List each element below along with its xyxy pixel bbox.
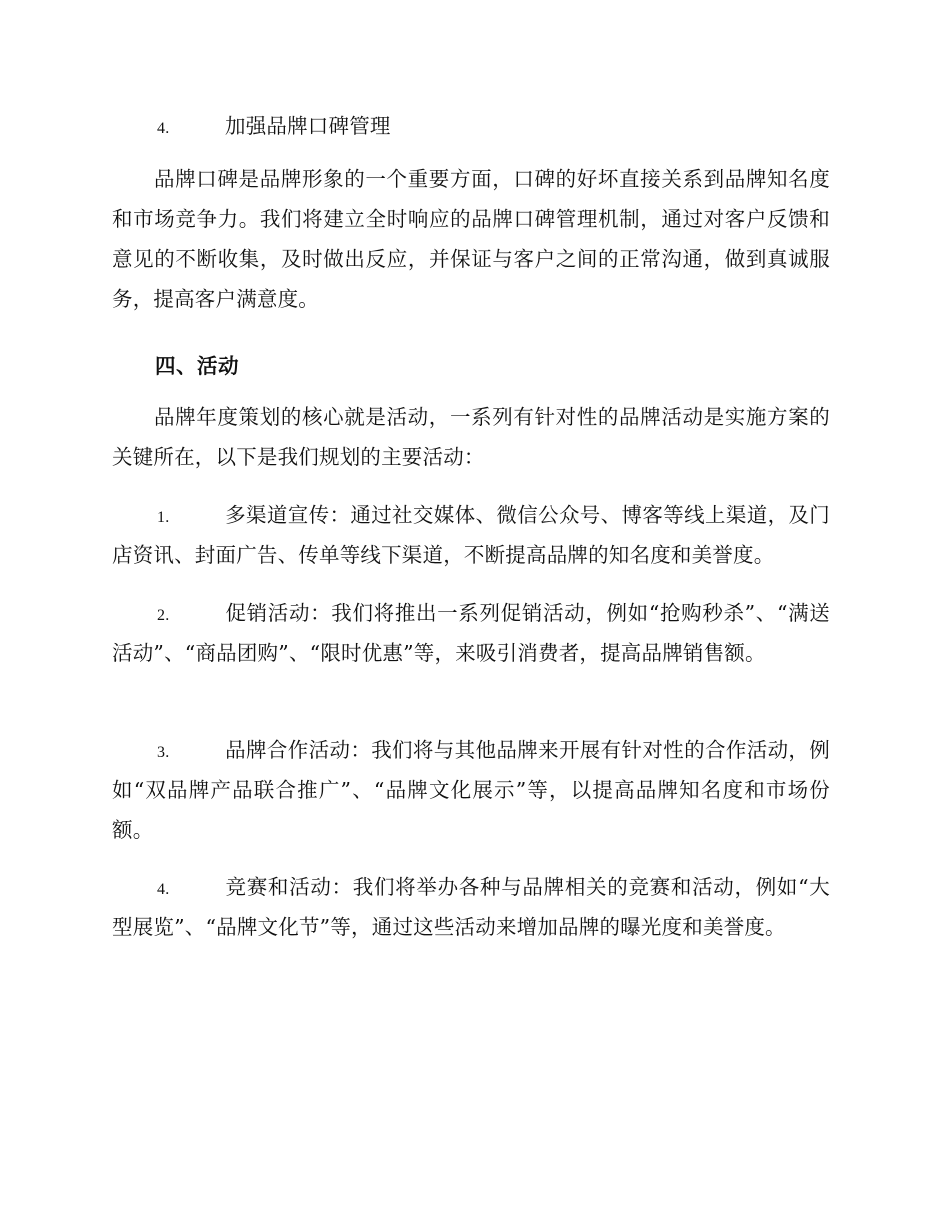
activity-item-1: [112, 496, 830, 576]
section-heading-activities: 四、活动: [155, 354, 239, 378]
list-item-title: 加强品牌口碑管理: [225, 114, 391, 138]
list-number: 4.: [157, 881, 170, 898]
paragraph-activities-intro: 品牌年度策划的核心就是活动，一系列有针对性的品牌活动是实施方案的关键所在，以下是我们规划的主要活动：: [112, 405, 830, 469]
activity-item-3: [112, 731, 830, 851]
paragraph-reputation: 品牌口碑是品牌形象的一个重要方面，口碑的好坏直接关系到品牌知名度和市场竞争力。我们将建立全时响应的品牌口碑管理机制，通过对客户反馈和意见的不断收集，及时做出反应，并保证与客户之间的正常沟通，做到真诚服务，提高客户满意度。: [112, 167, 830, 311]
list-number: 1.: [157, 509, 170, 526]
activity-text: 促销活动：我们将推出一系列促销活动，例如“抢购秒杀”、“满送活动”、“商品团购”、“限时优惠”等，来吸引消费者，提高品牌销售额。: [112, 601, 830, 665]
activity-text: 多渠道宣传：通过社交媒体、微信公众号、博客等线上渠道，及门店资讯、封面广告、传单等线下渠道，不断提高品牌的知名度和美誉度。: [112, 503, 830, 567]
activity-item-4: [112, 868, 830, 948]
list-number: 2.: [157, 607, 170, 624]
activity-item-2: [112, 594, 830, 674]
list-number: 3.: [157, 744, 170, 761]
activity-text: 品牌合作活动：我们将与其他品牌来开展有针对性的合作活动，例如“双品牌产品联合推广”、“品牌文化展示”等，以提高品牌知名度和市场份额。: [112, 738, 830, 842]
list-item-reputation-heading: [112, 107, 830, 147]
list-number: 4.: [157, 120, 170, 137]
activity-text: 竞赛和活动：我们将举办各种与品牌相关的竞赛和活动，例如“大型展览”、“品牌文化节”等，通过这些活动来增加品牌的曝光度和美誉度。: [112, 875, 830, 939]
